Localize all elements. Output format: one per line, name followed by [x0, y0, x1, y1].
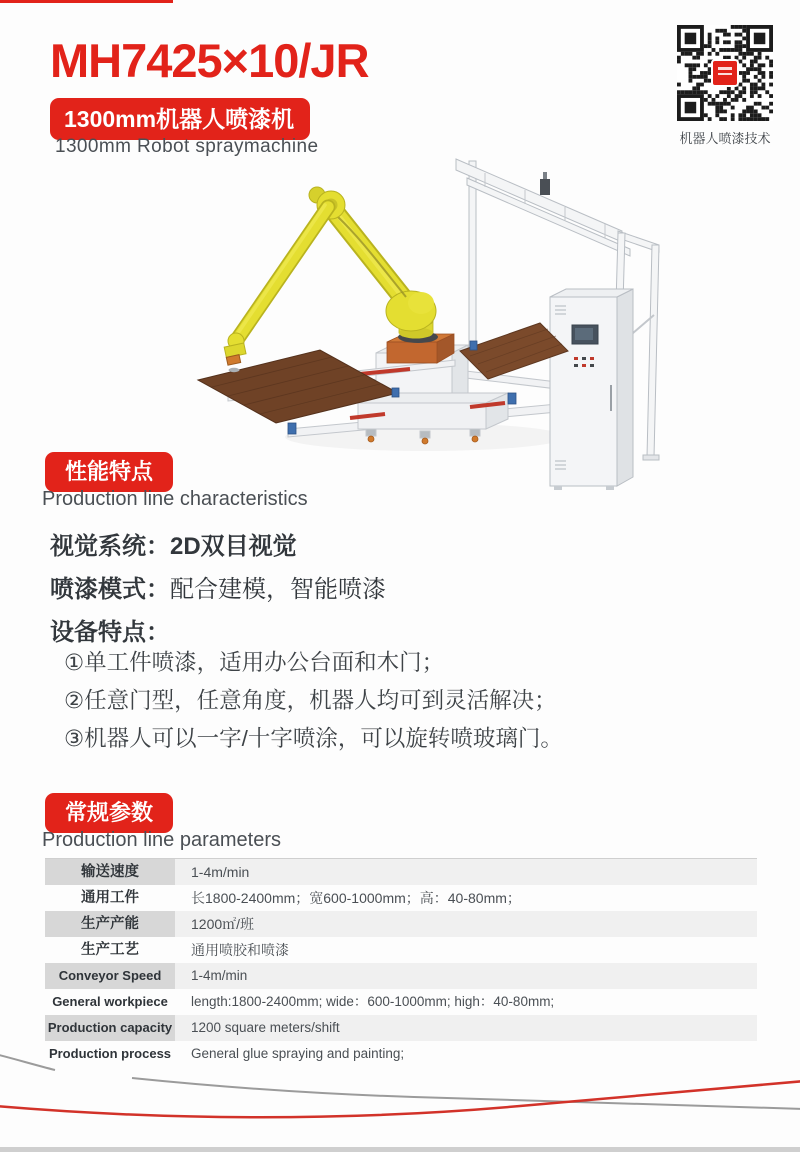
row-value: 1-4m/min [175, 963, 757, 989]
table-row [45, 963, 757, 989]
parameters-table [45, 858, 757, 1067]
paint-mode-value: 配合建模，智能喷漆 [170, 576, 386, 603]
paint-mode-line [50, 575, 710, 605]
feature-item: ②任意门型，任意角度，机器人均可到灵活解决； [64, 688, 557, 713]
row-label: 通用工件 [81, 890, 139, 906]
row-label: 输送速度 [45, 859, 175, 885]
qr-center-logo [711, 59, 739, 87]
row-value: 1-4m/min [175, 859, 757, 885]
row-label: 生产工艺 [81, 942, 139, 958]
device-features-label: 设备特点： [50, 619, 170, 646]
row-value: length:1800-2400mm; wide：600-1000mm; high：40-80mm; [191, 994, 555, 1009]
parameters-header-en: Production line parameters [42, 829, 282, 851]
row-value: 1200㎡/班 [175, 911, 757, 937]
row-label: General workpiece [52, 994, 168, 1009]
table-row [45, 937, 757, 963]
device-features-line [50, 618, 710, 648]
row-value: General glue spraying and painting; [191, 1046, 405, 1061]
features-header-badge: 性能特点 [45, 452, 173, 492]
paint-mode-label: 喷漆模式： [50, 576, 170, 603]
row-label: Production capacity [45, 1015, 175, 1041]
table-row [45, 885, 757, 911]
vision-system-line [50, 532, 710, 562]
row-value: 长1800-2400mm；宽600-1000mm；高：40-80mm； [191, 890, 521, 906]
vision-system-value: 2D双目视觉 [170, 533, 297, 560]
row-label: Production process [48, 1046, 172, 1061]
row-value: 通用喷胶和喷漆 [191, 942, 289, 958]
bottom-edge-line [0, 1147, 800, 1152]
top-accent-line [0, 0, 173, 3]
robot-arm [224, 187, 454, 372]
product-subtitle-en: 1300mm Robot spraymachine [55, 136, 319, 157]
spec-lines [50, 532, 710, 661]
row-label: Conveyor Speed [45, 963, 175, 989]
features-header-en: Production line characteristics [42, 488, 308, 510]
qr-caption: 机器人喷漆技术 [679, 131, 771, 146]
feature-items [64, 648, 744, 762]
feature-item: ①单工件喷漆，适用办公台面和木门； [64, 650, 445, 675]
table-row [45, 1015, 757, 1041]
row-value: 1200 square meters/shift [175, 1015, 757, 1041]
feature-item: ③机器人可以一字/十字喷涂，可以旋转喷玻璃门。 [64, 726, 563, 751]
product-banner-cn: 1300mm机器人喷漆机 [50, 98, 310, 140]
vision-system-label: 视觉系统： [50, 533, 170, 560]
bottom-decoration-curves [0, 1048, 800, 1152]
row-label: 生产产能 [45, 911, 175, 937]
control-cabinet [550, 289, 633, 490]
table-row [45, 989, 757, 1015]
page-title: MH7425×10/JR [50, 34, 369, 87]
vision-camera-icon [540, 172, 550, 195]
parameters-header-badge: 常规参数 [45, 793, 173, 833]
table-row [45, 859, 757, 885]
machine-illustration [170, 145, 770, 490]
table-row [45, 911, 757, 937]
